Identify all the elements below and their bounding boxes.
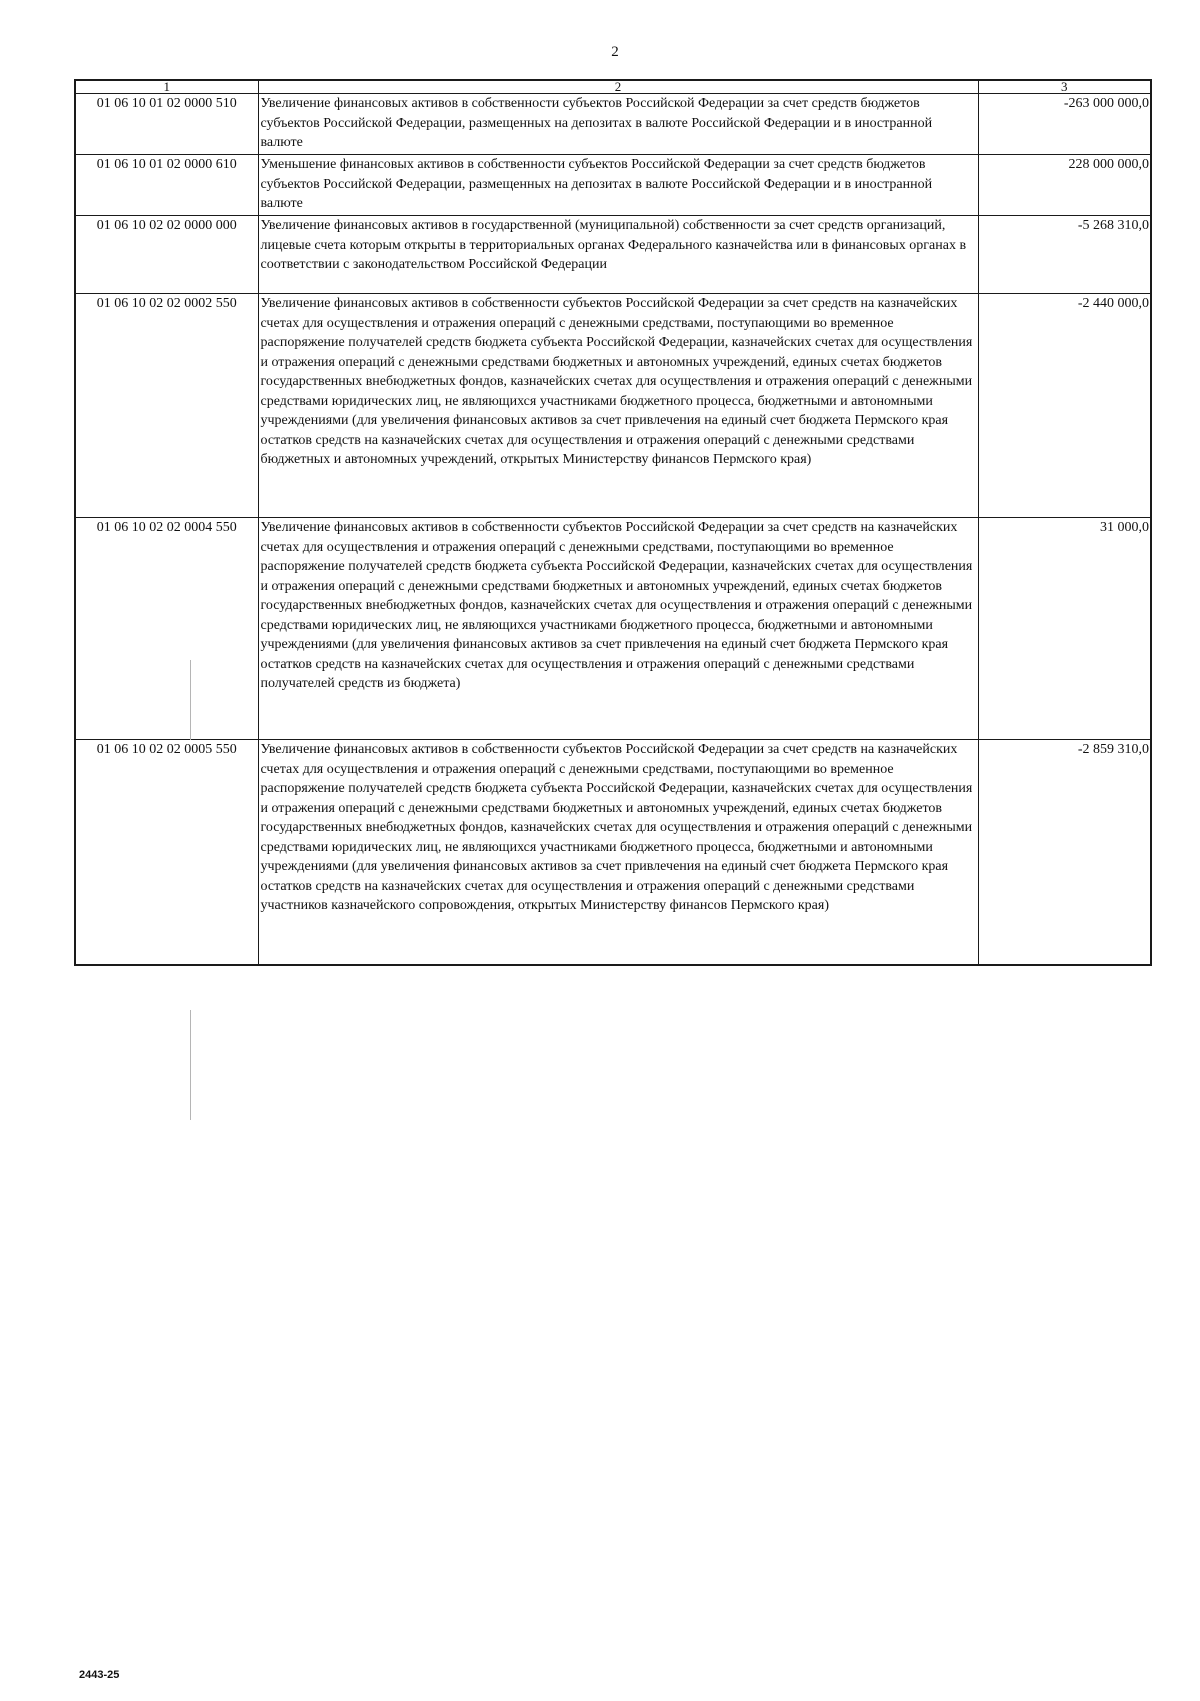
row-amount: -5 268 310,0 [978, 216, 1151, 294]
scan-artifact [190, 660, 191, 740]
row-code: 01 06 10 02 02 0002 550 [75, 294, 258, 518]
row-description: Увеличение финансовых активов в собственности субъектов Российской Федерации за счет средств на казначейских счетах для осуществления и отражения операций с денежными средствами, поступающими во временное распоряжение получателей средств бюджета субъекта Российской Федерации, казначейских счетах для осуществления и отражения операций с денежными средствами бюджетных и автономных учреждений, единых счетах бюджетов государственных внебюджетных фондов, казначейских счетах для осуществления и отражения операций с денежными средствами юридических лиц, не являющихся участниками бюджетного процесса, бюджетными и автономными учреждениями (для увеличения финансовых активов за счет привлечения на единый счет бюджета Пермского края остатков средств на казначейских счетах для осуществления и отражения операций с денежными средствами участников казначейского сопровождения, открытых Министерству финансов Пермского края) [258, 740, 978, 965]
page-number: 2 [611, 44, 619, 60]
row-amount: 31 000,0 [978, 518, 1151, 740]
table-row [75, 294, 1151, 518]
row-amount: -2 440 000,0 [978, 294, 1151, 518]
row-description: Увеличение финансовых активов в собственности субъектов Российской Федерации за счет средств на казначейских счетах для осуществления и отражения операций с денежными средствами, поступающими во временное распоряжение получателей средств бюджета субъекта Российской Федерации, казначейских счетах для осуществления и отражения операций с денежными средствами бюджетных и автономных учреждений, единых счетах бюджетов государственных внебюджетных фондов, казначейских счетах для осуществления и отражения операций с денежными средствами юридических лиц, не являющихся участниками бюджетного процесса, бюджетными и автономными учреждениями (для увеличения финансовых активов за счет привлечения на единый счет бюджета Пермского края остатков средств на казначейских счетах для осуществления и отражения операций с денежными средствами бюджетных и автономных учреждений, открытых Министерству финансов Пермского края) [258, 294, 978, 518]
row-code: 01 06 10 01 02 0000 510 [75, 94, 258, 155]
row-code: 01 06 10 02 02 0005 550 [75, 740, 258, 965]
row-code: 01 06 10 02 02 0000 000 [75, 216, 258, 294]
table-row [75, 155, 1151, 216]
row-code: 01 06 10 01 02 0000 610 [75, 155, 258, 216]
row-amount: -2 859 310,0 [978, 740, 1151, 965]
table-header-row [75, 80, 1151, 94]
table-row [75, 740, 1151, 965]
row-amount: 228 000 000,0 [978, 155, 1151, 216]
column-header-description: 2 [258, 80, 978, 94]
table-row [75, 216, 1151, 294]
row-description: Увеличение финансовых активов в собственности субъектов Российской Федерации за счет средств на казначейских счетах для осуществления и отражения операций с денежными средствами, поступающими во временное распоряжение получателей средств бюджета субъекта Российской Федерации, казначейских счетах для осуществления и отражения операций с денежными средствами бюджетных и автономных учреждений, единых счетах бюджетов государственных внебюджетных фондов, казначейских счетах для осуществления и отражения операций с денежными средствами юридических лиц, не являющихся участниками бюджетного процесса, бюджетными и автономными учреждениями (для увеличения финансовых активов за счет привлечения на единый счет бюджета Пермского края остатков средств на казначейских счетах для осуществления и отражения операций с денежными средствами получателей средств из бюджета) [258, 518, 978, 740]
row-amount: -263 000 000,0 [978, 94, 1151, 155]
row-code: 01 06 10 02 02 0004 550 [75, 518, 258, 740]
scan-artifact [190, 1010, 191, 1120]
column-header-code: 1 [75, 80, 258, 94]
row-description: Увеличение финансовых активов в государственной (муниципальной) собственности за счет средств организаций, лицевые счета которым открыты в территориальных органах Федерального казначейства или в финансовых органах в соответствии с законодательством Российской Федерации [258, 216, 978, 294]
column-header-amount: 3 [978, 80, 1151, 94]
row-description: Увеличение финансовых активов в собственности субъектов Российской Федерации за счет средств бюджетов субъектов Российской Федерации, размещенных на депозитах в валюте Российской Федерации и в иностранной валюте [258, 94, 978, 155]
row-description: Уменьшение финансовых активов в собственности субъектов Российской Федерации за счет средств бюджетов субъектов Российской Федерации, размещенных на депозитах в валюте Российской Федерации и в иностранной валюте [258, 155, 978, 216]
document-code: 2443-25 [79, 1669, 120, 1681]
table-row [75, 518, 1151, 740]
table-row [75, 94, 1151, 155]
budget-sources-table [74, 79, 1152, 966]
